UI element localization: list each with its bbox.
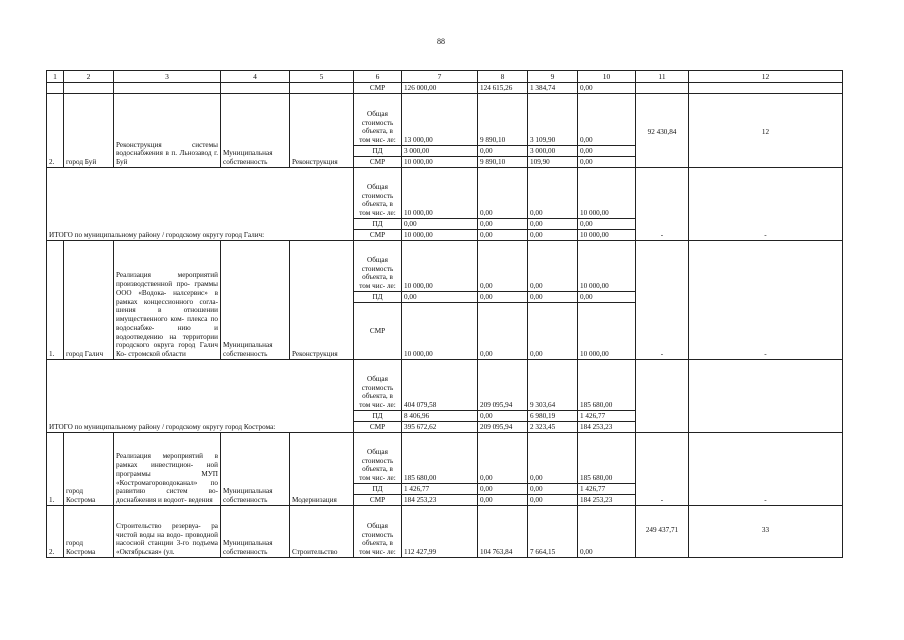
col12-cell: - — [689, 168, 843, 241]
value-cell: 7 664,15 — [528, 506, 578, 558]
value-cell: 104 763,84 — [478, 506, 528, 558]
value-cell: 209 095,94 — [478, 422, 528, 433]
value-cell: 185 680,00 — [578, 360, 636, 411]
label-pd: ПД — [354, 292, 402, 303]
value-cell: 184 253,23 — [578, 422, 636, 433]
col12-cell: - — [689, 241, 843, 360]
value-cell: 10 000,00 — [578, 241, 636, 292]
label-total-cost: Общая стоимость объекта, в том чис- ле: — [354, 360, 402, 411]
value-cell: 8 406,96 — [402, 411, 478, 422]
header-cell: 6 — [354, 71, 402, 83]
value-cell: 0,00 — [402, 292, 478, 303]
value-cell: 0,00 — [478, 495, 528, 506]
label-total-cost: Общая стоимость объекта, в том чис- ле: — [354, 506, 402, 558]
label-pd: ПД — [354, 484, 402, 495]
value-cell: 10 000,00 — [402, 157, 478, 168]
header-row — [47, 71, 843, 83]
table-row — [47, 94, 843, 146]
value-cell: 0,00 — [578, 506, 636, 558]
work-type-cell: Реконструкция — [290, 94, 354, 168]
table-row — [47, 360, 843, 411]
row-number: 1. — [47, 433, 64, 506]
label-pd: ПД — [354, 411, 402, 422]
value-cell: 0,00 — [478, 303, 528, 360]
label-pd: ПД — [354, 146, 402, 157]
value-cell: 10 000,00 — [402, 241, 478, 292]
col11-cell: 249 437,71 — [636, 506, 689, 558]
header-cell: 2 — [64, 71, 114, 83]
col11-cell: 92 430,84 — [636, 94, 689, 168]
value-cell: 0,00 — [528, 241, 578, 292]
value-cell: 112 427,99 — [402, 506, 478, 558]
label-total-cost: Общая стоимость объекта, в том чис- ле: — [354, 241, 402, 292]
value-cell: 0,00 — [578, 219, 636, 230]
value-cell: 1 426,77 — [402, 484, 478, 495]
value-cell: 184 253,23 — [578, 495, 636, 506]
value-cell: 10 000,00 — [578, 230, 636, 241]
value-cell: 185 680,00 — [578, 433, 636, 484]
row-number: 1. — [47, 241, 64, 360]
label-pd: ПД — [354, 219, 402, 230]
value-cell: 395 672,62 — [402, 422, 478, 433]
label-smr: СМР — [354, 495, 402, 506]
ownership-cell: Муниципальная собственность — [221, 94, 290, 168]
value-cell: 0,00 — [478, 433, 528, 484]
col11-cell: - — [636, 241, 689, 360]
value-cell: 1 426,77 — [578, 484, 636, 495]
value-cell: 0,00 — [528, 219, 578, 230]
value-cell: 0,00 — [578, 157, 636, 168]
header-cell: 12 — [689, 71, 843, 83]
value-cell: 10 000,00 — [402, 168, 478, 219]
label-total-cost: Общая стоимость объекта, в том чис- ле: — [354, 433, 402, 484]
value-cell: 0,00 — [528, 433, 578, 484]
value-cell: 1 384,74 — [528, 83, 578, 94]
header-cell: 11 — [636, 71, 689, 83]
city-cell: город Кострома — [64, 433, 114, 506]
value-cell: 0,00 — [528, 495, 578, 506]
row-number: 2. — [47, 94, 64, 168]
description-cell: Реализация мероприятий производственной про- граммы ООО «Водока- налсервис» в рамках концессионного согла- шения в отношении имущественного ком- плекса по водоснабже- нию и водоотведению на территории городского округа город Галич Ко- стромской области — [114, 241, 221, 360]
subtotal-title: ИТОГО по муниципальному району / городскому округу город Кострома: — [47, 360, 354, 433]
value-cell: 0,00 — [578, 146, 636, 157]
ownership-cell: Муниципальная собственность — [221, 506, 290, 558]
city-cell: город Кострома — [64, 506, 114, 558]
work-type-cell: Модернизация — [290, 433, 354, 506]
value-cell: 10 000,00 — [402, 230, 478, 241]
value-cell: 126 000,00 — [402, 83, 478, 94]
value-cell: 0,00 — [478, 168, 528, 219]
label-smr: СМР — [354, 303, 402, 360]
label-smr: СМР — [354, 422, 402, 433]
label-smr: СМР — [354, 83, 402, 94]
value-cell: 0,00 — [402, 219, 478, 230]
value-cell: 0,00 — [528, 303, 578, 360]
header-cell: 3 — [114, 71, 221, 83]
header-cell: 4 — [221, 71, 290, 83]
value-cell: 0,00 — [478, 146, 528, 157]
value-cell: 13 000,00 — [402, 94, 478, 146]
value-cell: 9 890,10 — [478, 157, 528, 168]
header-cell: 9 — [528, 71, 578, 83]
header-cell: 1 — [47, 71, 64, 83]
value-cell: 0,00 — [478, 484, 528, 495]
value-cell: 0,00 — [528, 230, 578, 241]
table-row — [47, 83, 843, 94]
value-cell: 184 253,23 — [402, 495, 478, 506]
value-cell: 9 303,64 — [528, 360, 578, 411]
label-total-cost: Общая стоимость объекта, в том чис- ле: — [354, 168, 402, 219]
header-cell: 8 — [478, 71, 528, 83]
value-cell: 0,00 — [478, 292, 528, 303]
label-smr: СМР — [354, 230, 402, 241]
value-cell: 124 615,26 — [478, 83, 528, 94]
value-cell: 209 095,94 — [478, 360, 528, 411]
col11-cell: - — [636, 433, 689, 506]
label-smr: СМР — [354, 157, 402, 168]
value-cell: 109,90 — [528, 157, 578, 168]
description-cell: Строительство резервуа- ра чистой воды на водо- проводной насосной станции 3-го подъема «Октябрьская» (ул. — [114, 506, 221, 558]
value-cell: 0,00 — [578, 83, 636, 94]
value-cell: 2 323,45 — [528, 422, 578, 433]
table-row — [47, 168, 843, 219]
value-cell: 0,00 — [478, 230, 528, 241]
col11-cell: - — [636, 168, 689, 241]
value-cell: 3 000,00 — [402, 146, 478, 157]
value-cell: 3 109,90 — [528, 94, 578, 146]
city-cell: город Буй — [64, 94, 114, 168]
value-cell: 0,00 — [528, 484, 578, 495]
page-number: 88 — [437, 37, 445, 46]
value-cell: 0,00 — [578, 94, 636, 146]
value-cell: 0,00 — [578, 292, 636, 303]
subtotal-title: ИТОГО по муниципальному району / городскому округу город Галич: — [47, 168, 354, 241]
col12-cell: 33 — [689, 506, 843, 558]
value-cell: 3 000,00 — [528, 146, 578, 157]
table-row — [47, 433, 843, 484]
value-cell: 10 000,00 — [402, 303, 478, 360]
value-cell: 9 890,10 — [478, 94, 528, 146]
value-cell: 10 000,00 — [578, 168, 636, 219]
city-cell: город Галич — [64, 241, 114, 360]
work-type-cell: Реконструкция — [290, 241, 354, 360]
ownership-cell: Муниципальная собственность — [221, 241, 290, 360]
value-cell: 1 426,77 — [578, 411, 636, 422]
investment-table — [46, 70, 843, 558]
description-cell: Реконструкция системы водоснабжения в п. Льнозавод г. Буй — [114, 94, 221, 168]
table-row — [47, 241, 843, 292]
description-cell: Реализация мероприятий в рамках инвестицион- ной программы МУП «Костромагороводоканал» по развитию систем во- доснабжения и водоот- ведения — [114, 433, 221, 506]
header-cell: 5 — [290, 71, 354, 83]
label-total-cost: Общая стоимость объекта, в том чис- ле: — [354, 94, 402, 146]
col12-cell: - — [689, 433, 843, 506]
table-row — [47, 506, 843, 558]
value-cell: 6 980,19 — [528, 411, 578, 422]
header-cell: 7 — [402, 71, 478, 83]
value-cell: 185 680,00 — [402, 433, 478, 484]
header-cell: 10 — [578, 71, 636, 83]
work-type-cell: Строительство — [290, 506, 354, 558]
value-cell: 0,00 — [478, 241, 528, 292]
col12-cell: 12 — [689, 94, 843, 168]
value-cell: 0,00 — [528, 292, 578, 303]
row-number: 2. — [47, 506, 64, 558]
ownership-cell: Муниципальная собственность — [221, 433, 290, 506]
value-cell: 0,00 — [478, 411, 528, 422]
value-cell: 0,00 — [478, 219, 528, 230]
value-cell: 0,00 — [528, 168, 578, 219]
value-cell: 10 000,00 — [578, 303, 636, 360]
value-cell: 404 079,58 — [402, 360, 478, 411]
